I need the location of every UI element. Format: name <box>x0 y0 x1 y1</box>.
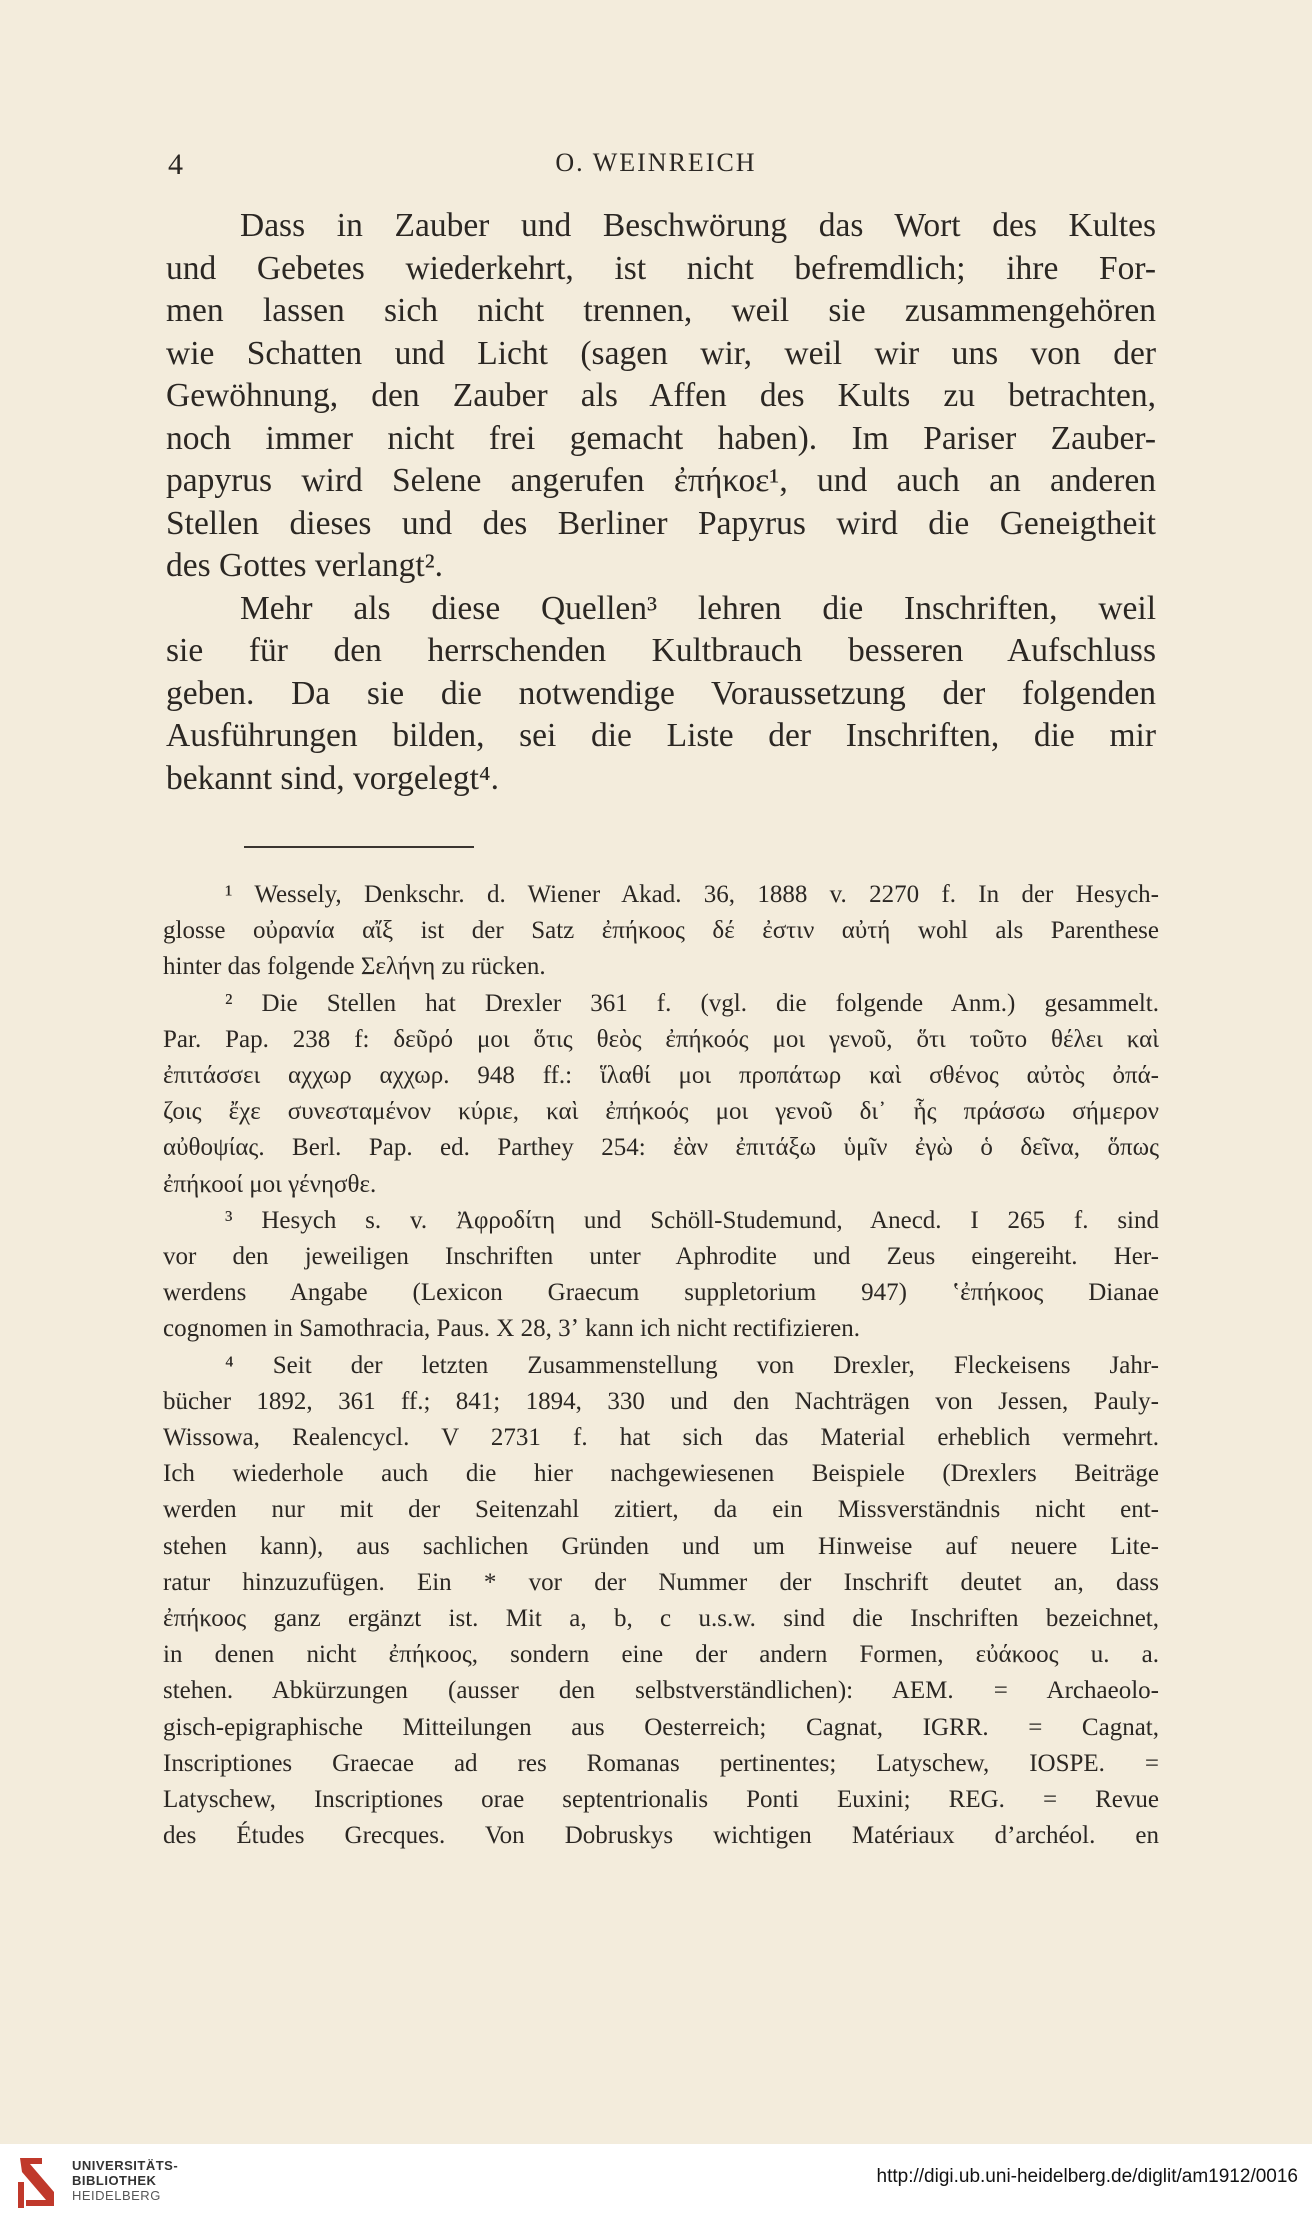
footnote-line: ἐπήκοος ganz ergänzt ist. Mit a, b, c u.s.w. sind die Inschriften bezeichnet, <box>163 1605 1159 1633</box>
text-line: Gewöhnung, den Zauber als Affen des Kults zu betrachten, <box>166 377 1156 414</box>
footnote-line: ¹ Wessely, Denkschr. d. Wiener Akad. 36, 1888 v. 2270 f. In der Hesych- <box>225 881 1159 908</box>
footnote-line: vor den jeweiligen Inschriften unter Aphrodite und Zeus eingereiht. Her- <box>163 1243 1159 1271</box>
page-number: 4 <box>168 148 183 181</box>
footnotes <box>163 877 1159 1854</box>
footnote-line: ⁴ Seit der letzten Zusammenstellung von Drexler, Fleckeisens Jahr- <box>225 1351 1159 1379</box>
page-header <box>168 148 1144 188</box>
footnote-line: glosse οὐρανία αἴξ ist der Satz ἐπήκοος δέ ἐστιν αὐτή wohl als Parenthese <box>163 917 1159 945</box>
footnote-line: stehen kann), aus sachlichen Gründen und um Hinweise auf neuere Lite- <box>163 1532 1159 1560</box>
footnote-line: αὐθοψίας. Berl. Pap. ed. Parthey 254: ἐὰν ἐπιτάξω ὑμῖν ἐγὼ ὁ δεῖνα, ὅπως <box>163 1134 1159 1162</box>
text-line: bekannt sind, vorgelegt⁴. <box>166 759 499 797</box>
footnote-line: stehen. Abkürzungen (ausser den selbstverständlichen): AEM. = Archaeolo- <box>163 1677 1159 1705</box>
running-head: O. WEINREICH <box>555 148 757 177</box>
library-name: UNIVERSITÄTS- BIBLIOTHEK HEIDELBERG <box>72 2158 179 2203</box>
footnote-line: Latyschew, Inscriptiones orae septentrionalis Ponti Euxini; REG. = Revue <box>163 1786 1159 1814</box>
footnote-line: in denen nicht ἐπήκοος, sondern eine der andern Formen, εὐάκοος u. a. <box>163 1641 1159 1669</box>
footnote-line: ἐπιτάσσει αχχωρ αχχωρ. 948 ff.: ἵλαθί μοι προπάτωρ καὶ σθένος αὐτὸς ὀπά- <box>163 1062 1159 1090</box>
footnote-line: ³ Hesych s. v. Ἀφροδίτη und Schöll-Studemund, Anecd. I 265 f. sind <box>225 1206 1159 1234</box>
footnote-line: cognomen in Samothracia, Paus. X 28, 3ʼ kann ich nicht rectifizieren. <box>163 1315 861 1343</box>
footnote-divider <box>244 846 474 848</box>
university-library-logo-icon <box>12 2152 68 2212</box>
source-url-link[interactable]: http://digi.ub.uni-heidelberg.de/diglit/am1912/0016 <box>876 2166 1298 2187</box>
text-line: Dass in Zauber und Beschwörung das Wort des Kultes <box>240 207 1156 244</box>
text-line: men lassen sich nicht trennen, weil sie zusammengehören <box>166 292 1156 329</box>
footnote-line: bücher 1892, 361 ff.; 841; 1894, 330 und den Nachträgen von Jessen, Pauly- <box>163 1387 1159 1415</box>
text-line: geben. Da sie die notwendige Voraussetzung der folgenden <box>166 674 1156 712</box>
text-line: sie für den herrschenden Kultbrauch besseren Aufschluss <box>166 632 1156 669</box>
viewer-footer <box>0 2144 1312 2226</box>
text-line: papyrus wird Selene angerufen ἐπήκοε¹, und auch an anderen <box>166 462 1156 499</box>
footnote-line: Par. Pap. 238 f: δεῦρό μοι ὅτις θεὸς ἐπήκοός μοι γενοῦ, ὅτι τοῦτο θέλει καὶ <box>163 1025 1159 1053</box>
text-line: Ausführungen bilden, sei die Liste der Inschriften, die mir <box>166 717 1156 754</box>
footnote-line: Ich wiederhole auch die hier nachgewiesenen Beispiele (Drexlers Beiträge <box>163 1460 1159 1488</box>
footnote-line: des Études Grecques. Von Dobruskys wichtigen Matériaux d’archéol. en <box>163 1822 1159 1850</box>
footnote-line: ² Die Stellen hat Drexler 361 f. (vgl. die folgende Anm.) gesammelt. <box>225 989 1159 1017</box>
text-line: wie Schatten und Licht (sagen wir, weil wir uns von der <box>166 334 1156 372</box>
footnote-line: werden nur mit der Seitenzahl zitiert, da ein Missverständnis nicht ent- <box>163 1496 1159 1524</box>
text-line: noch immer nicht frei gemacht haben). Im Pariser Zauber- <box>166 419 1156 457</box>
text-line: des Gottes verlangt². <box>166 547 444 584</box>
footnote-line: Inscriptiones Graecae ad res Romanas pertinentes; Latyschew, IOSPE. = <box>163 1749 1159 1777</box>
text-line: Mehr als diese Quellen³ lehren die Inschriften, weil <box>240 589 1156 627</box>
footnote-line: Wissowa, Realencycl. V 2731 f. hat sich das Material erheblich vermehrt. <box>163 1424 1159 1452</box>
footnote-line: gisch-epigraphische Mitteilungen aus Oesterreich; Cagnat, IGRR. = Cagnat, <box>163 1713 1159 1741</box>
footnote-line: ἐπήκοοί μοι γένησθε. <box>163 1170 377 1198</box>
footnote-line: werdens Angabe (Lexicon Graecum suppletorium 947) ʽἐπήκοος Dianae <box>163 1279 1159 1307</box>
footnote-line: hinter das folgende Σελήνη zu rücken. <box>163 953 546 981</box>
text-line: und Gebetes wiederkehrt, ist nicht befremdlich; ihre For- <box>166 249 1156 287</box>
main-text <box>166 205 1156 800</box>
footnote-line: ζοις ἔχε συνεσταμένον κύριε, καὶ ἐπήκοός μοι γενοῦ δι᾿ ἧς πράσσω σήμερον <box>163 1098 1159 1126</box>
footnote-line: ratur hinzuzufügen. Ein * vor der Nummer der Inschrift deutet an, dass <box>163 1568 1159 1596</box>
text-line: Stellen dieses und des Berliner Papyrus wird die Geneigtheit <box>166 504 1156 542</box>
